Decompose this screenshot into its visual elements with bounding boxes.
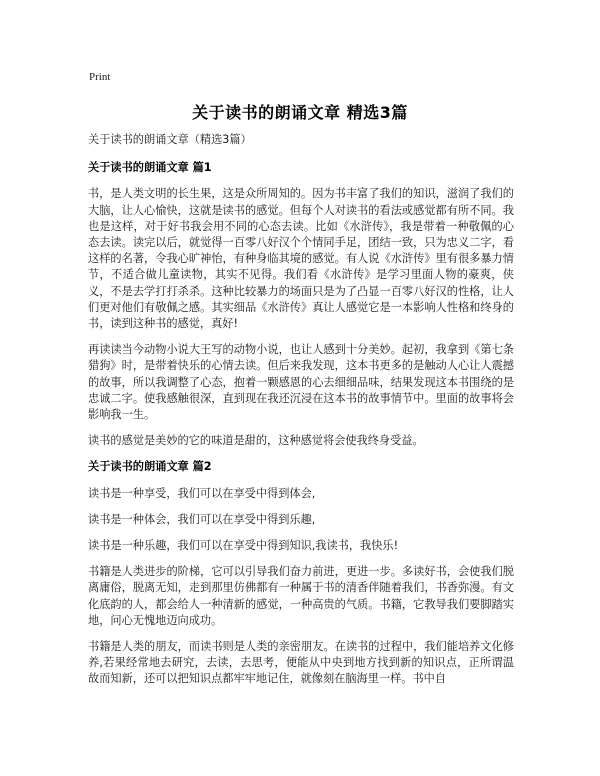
- section-2-heading: 关于读书的朗诵文章 篇2: [88, 460, 212, 474]
- section-2-paragraph: 书籍是人类的朋友，而读书则是人类的亲密朋友。在读书的过程中，我们能培养文化修养,若果经常地去研究，去读，去思考，便能从中央到地方找到新的知识点，正所谓温故而知新，还可以把知识点都牢牢地记住，就像刻在脑海里一样。书中自: [88, 640, 514, 686]
- section-1-paragraph: 读书的感觉是美妙的它的味道是甜的，这种感觉将会使我终身受益。: [88, 434, 424, 448]
- section-2-line: 读书是一种体会，我们可以在享受中得到乐趣,: [88, 512, 316, 526]
- document-title: 关于读书的朗诵文章 精选3篇: [192, 103, 408, 122]
- section-1-paragraph: 书，是人类文明的长生果，这是众所周知的。因为书丰富了我们的知识，滋润了我们的大脑，让人心愉快，这就是读书的感觉。但每个人对读书的看法或感觉都有所不同。我也是这样，对于好书我会用不同的心态去读。比如《水浒传》，我是带着一种敬佩的心态去读。读完以后，就觉得一百零八好汉个个情同手足，团结一致，只为忠义二字，看这样的名著，令我心旷神怡，有种身临其境的感觉。有人说《水浒传》里有很多暴力情节，不适合做儿童读物，其实不见得。我们看《水浒传》是学习里面人物的豪爽，侠义，不是去学打打杀杀。这种比较暴力的场面只是为了凸显一百零八好汉的性格，让人们更对他们有敬佩之感。其实细品《水浒传》真让人感觉它是一本影响人性格和终身的书，读到这种书的感觉，真好!: [88, 187, 514, 331]
- section-2-paragraph: 书籍是人类进步的阶梯，它可以引导我们奋力前进，更进一步。多读好书，会使我们脱离庸俗，脱离无知，走到那里仿佛都有一种属于书的清香伴随着我们，书香弥漫。有文化底韵的人，都会给人一种清新的感觉，一种高贵的气质。书籍，它教导我们要脚踏实地，问心无愧地迈向成功。: [88, 565, 514, 627]
- section-1-heading: 关于读书的朗诵文章 篇1: [88, 161, 212, 175]
- section-1-paragraph: 再读读当今动物小说大王写的动物小说，也让人感到十分美妙。起初，我拿到《第七条猎狗》时，是带着快乐的心情去读。但后来我发现，这本书更多的是触动人心让人震撼的故事，所以我调整了心态，抱着一颗感恩的心去细细品味，结果发现这本书围绕的是忠诚二字。使我感触很深，直到现在我还沉浸在这本书的故事情节中。里面的故事将会影响我一生。: [88, 343, 514, 422]
- print-label[interactable]: Print: [89, 71, 111, 83]
- document-subtitle: 关于读书的朗诵文章（精选3篇）: [88, 133, 252, 146]
- section-2-line: 读书是一种乐趣，我们可以在享受中得到知识,我读书，我快乐!: [88, 539, 399, 553]
- section-2-line: 读书是一种享受，我们可以在享受中得到体会,: [88, 486, 316, 500]
- document-body: [88, 132, 514, 698]
